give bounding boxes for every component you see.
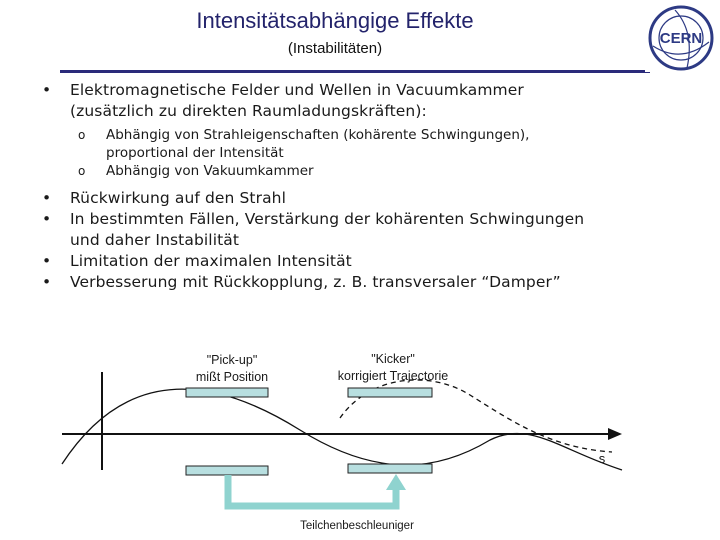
sub-bullet-line: proportional der Intensität (106, 145, 284, 161)
bullet-line: In bestimmten Fällen, Verstärkung der kohärenten Schwingungen (70, 210, 585, 228)
pickup-label-line: "Pick-up" (206, 353, 258, 367)
bullet-item: • Elektromagnetische Felder und Wellen in Vacuumkammer (zusätzlich zu direkten Raumladungskräften): (28, 80, 708, 122)
pickup-plate-bottom (186, 466, 268, 475)
bullet-line: Limitation der maximalen Intensität (70, 252, 352, 270)
pickup-label-line: mißt Position (195, 370, 269, 384)
sub-bullet-line: Abhängig von Vakuumkammer (106, 163, 314, 179)
logo-text: CERN (659, 30, 703, 47)
slide-subtitle: (Instabilitäten) (287, 40, 383, 57)
pickup-plate-top (186, 388, 268, 397)
bullet-item: • Rückwirkung auf den Strahl (28, 188, 708, 209)
bullet-line: und daher Instabilität (70, 231, 240, 249)
feedback-arrow (386, 474, 406, 490)
bullet-line: Rückwirkung auf den Strahl (70, 189, 287, 207)
kicker-plate-bottom (348, 464, 432, 473)
bullet-item: • Limitation der maximalen Intensität (28, 251, 708, 272)
kicker-label-line: korrigiert Trajectorie (337, 369, 449, 383)
pickup-label (170, 352, 294, 386)
sub-bullet-item: o Abhängig von Vakuumkammer (28, 162, 708, 180)
axis-label-s: s (598, 451, 606, 466)
accelerator-label: Teilchenbeschleuniger (300, 520, 414, 532)
sub-bullet-item: o Abhängig von Strahleigenschaften (kohärente Schwingungen), proportional der Intensität (28, 126, 708, 162)
bullet-item: • In bestimmten Fällen, Verstärkung der kohärenten Schwingungen und daher Instabilität (28, 209, 708, 251)
beam-axis-arrow (608, 428, 622, 440)
kicker-label (322, 351, 464, 385)
slide-title: Intensitätsabhängige Effekte (196, 8, 474, 33)
bullet-line: (zusätzlich zu direkten Raumladungskräften): (70, 102, 427, 120)
feedback-path (228, 475, 396, 506)
kicker-label-line: "Kicker" (371, 352, 415, 366)
sub-bullet-line: Abhängig von Strahleigenschaften (kohärente Schwingungen), (106, 127, 530, 143)
bullet-item: • Verbesserung mit Rückkopplung, z. B. transversaler “Damper” (28, 272, 708, 293)
beam-oscillation (62, 389, 622, 470)
bullet-line: Elektromagnetische Felder und Wellen in Vacuumkammer (70, 81, 524, 99)
bullet-line: Verbesserung mit Rückkopplung, z. B. transversaler “Damper” (70, 273, 561, 291)
kicker-plate-top (348, 388, 432, 397)
